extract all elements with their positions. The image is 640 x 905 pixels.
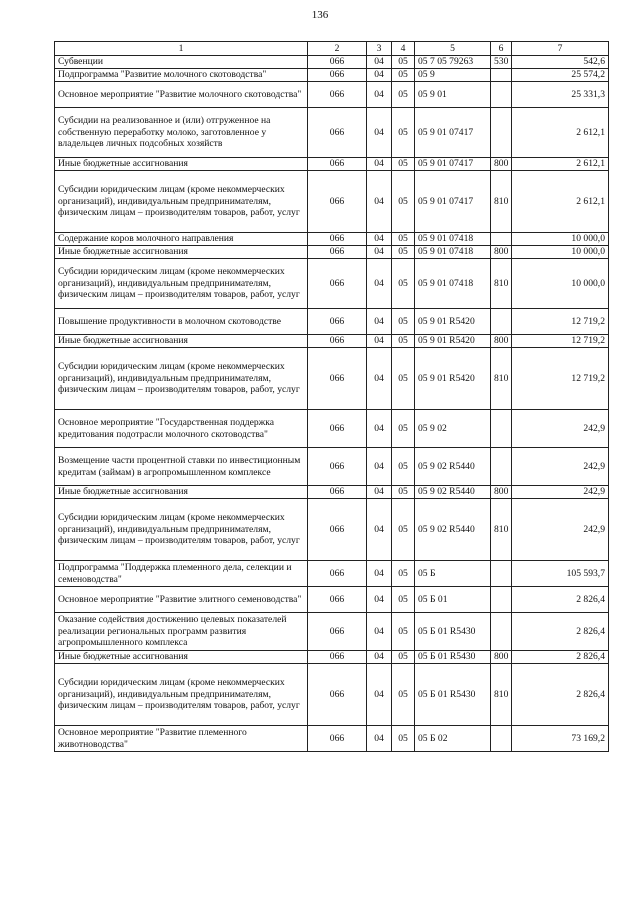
row-sum-cell: 2 612,1 [512, 171, 609, 233]
row-pr-code-cell: 05 [392, 726, 415, 752]
header-cell: 3 [367, 42, 392, 56]
row-vr-code-cell [491, 448, 512, 486]
row-gr-code-cell: 066 [308, 410, 367, 448]
page-number: 136 [311, 9, 329, 21]
row-rz-code-cell: 04 [367, 246, 392, 259]
table-row [55, 448, 609, 486]
budget-table [54, 41, 609, 752]
row-name-cell: Иные бюджетные ассигнования [55, 486, 308, 499]
row-gr-code-cell: 066 [308, 171, 367, 233]
row-gr-code-cell: 066 [308, 82, 367, 108]
row-name-cell: Основное мероприятие "Развитие элитного семеноводства" [55, 587, 308, 613]
row-sum-cell: 2 612,1 [512, 158, 609, 171]
header-cell: 1 [55, 42, 308, 56]
row-pr-code-cell: 05 [392, 613, 415, 651]
row-pr-code-cell: 05 [392, 108, 415, 158]
table-body [55, 56, 609, 752]
row-gr-code-cell: 066 [308, 613, 367, 651]
row-gr-code-cell: 066 [308, 56, 367, 69]
row-vr-code-cell [491, 108, 512, 158]
row-pr-code-cell: 05 [392, 171, 415, 233]
row-gr-code-cell: 066 [308, 309, 367, 335]
row-vr-code-cell: 800 [491, 335, 512, 348]
row-sum-cell: 2 826,4 [512, 664, 609, 726]
row-csr-code-cell: 05 9 02 [415, 410, 491, 448]
row-gr-code-cell: 066 [308, 651, 367, 664]
row-vr-code-cell [491, 82, 512, 108]
row-rz-code-cell: 04 [367, 171, 392, 233]
row-vr-code-cell: 530 [491, 56, 512, 69]
row-vr-code-cell [491, 309, 512, 335]
row-vr-code-cell [491, 726, 512, 752]
row-vr-code-cell [491, 69, 512, 82]
row-pr-code-cell: 05 [392, 233, 415, 246]
row-csr-code-cell: 05 9 01 07417 [415, 108, 491, 158]
row-vr-code-cell: 810 [491, 259, 512, 309]
row-vr-code-cell [491, 410, 512, 448]
row-rz-code-cell: 04 [367, 410, 392, 448]
row-sum-cell: 242,9 [512, 499, 609, 561]
row-pr-code-cell: 05 [392, 335, 415, 348]
row-vr-code-cell [491, 587, 512, 613]
row-sum-cell: 25 574,2 [512, 69, 609, 82]
row-gr-code-cell: 066 [308, 108, 367, 158]
row-csr-code-cell: 05 Б 01 R5430 [415, 651, 491, 664]
row-gr-code-cell: 066 [308, 233, 367, 246]
row-rz-code-cell: 04 [367, 448, 392, 486]
table-row [55, 410, 609, 448]
row-sum-cell: 2 826,4 [512, 587, 609, 613]
row-csr-code-cell: 05 Б 02 [415, 726, 491, 752]
row-csr-code-cell: 05 9 01 07418 [415, 259, 491, 309]
row-rz-code-cell: 04 [367, 82, 392, 108]
row-csr-code-cell: 05 9 01 07417 [415, 158, 491, 171]
row-pr-code-cell: 05 [392, 348, 415, 410]
header-cell: 4 [392, 42, 415, 56]
row-csr-code-cell: 05 Б 01 R5430 [415, 664, 491, 726]
row-gr-code-cell: 066 [308, 499, 367, 561]
row-name-cell: Субсидии юридическим лицам (кроме некоммерческих организаций), индивидуальным предпринимателям, физическим лицам – производителям товаров, работ, услуг [55, 348, 308, 410]
row-name-cell: Субсидии юридическим лицам (кроме некоммерческих организаций), индивидуальным предпринимателям, физическим лицам – производителям товаров, работ, услуг [55, 664, 308, 726]
row-rz-code-cell: 04 [367, 335, 392, 348]
table-row [55, 613, 609, 651]
header-cell: 5 [415, 42, 491, 56]
row-gr-code-cell: 066 [308, 348, 367, 410]
header-cell: 6 [491, 42, 512, 56]
row-rz-code-cell: 04 [367, 108, 392, 158]
row-rz-code-cell: 04 [367, 587, 392, 613]
row-name-cell: Субсидии юридическим лицам (кроме некоммерческих организаций), индивидуальным предпринимателям, физическим лицам – производителям товаров, работ, услуг [55, 259, 308, 309]
row-rz-code-cell: 04 [367, 664, 392, 726]
row-pr-code-cell: 05 [392, 664, 415, 726]
row-vr-code-cell: 810 [491, 664, 512, 726]
row-pr-code-cell: 05 [392, 259, 415, 309]
row-csr-code-cell: 05 9 02 R5440 [415, 486, 491, 499]
row-sum-cell: 10 000,0 [512, 259, 609, 309]
row-gr-code-cell: 066 [308, 448, 367, 486]
table-row [55, 309, 609, 335]
table-row [55, 233, 609, 246]
row-vr-code-cell: 810 [491, 348, 512, 410]
row-pr-code-cell: 05 [392, 69, 415, 82]
header-cell: 2 [308, 42, 367, 56]
row-sum-cell: 2 826,4 [512, 613, 609, 651]
row-name-cell: Основное мероприятие "Развитие молочного скотоводства" [55, 82, 308, 108]
row-pr-code-cell: 05 [392, 309, 415, 335]
table-row [55, 499, 609, 561]
row-name-cell: Иные бюджетные ассигнования [55, 158, 308, 171]
row-sum-cell: 73 169,2 [512, 726, 609, 752]
row-sum-cell: 2 826,4 [512, 651, 609, 664]
row-csr-code-cell: 05 9 01 R5420 [415, 309, 491, 335]
row-name-cell: Подпрограмма "Поддержка племенного дела, селекции и семеноводства" [55, 561, 308, 587]
table-row [55, 158, 609, 171]
row-rz-code-cell: 04 [367, 233, 392, 246]
row-name-cell: Субсидии юридическим лицам (кроме некоммерческих организаций), индивидуальным предпринимателям, физическим лицам – производителям товаров, работ, услуг [55, 171, 308, 233]
row-gr-code-cell: 066 [308, 335, 367, 348]
row-vr-code-cell [491, 561, 512, 587]
row-name-cell: Содержание коров молочного направления [55, 233, 308, 246]
row-name-cell: Возмещение части процентной ставки по инвестиционным кредитам (займам) в агропромышленном комплексе [55, 448, 308, 486]
row-pr-code-cell: 05 [392, 56, 415, 69]
row-csr-code-cell: 05 9 01 07417 [415, 171, 491, 233]
row-csr-code-cell: 05 9 02 R5440 [415, 448, 491, 486]
row-rz-code-cell: 04 [367, 561, 392, 587]
row-pr-code-cell: 05 [392, 651, 415, 664]
row-name-cell: Субвенции [55, 56, 308, 69]
row-rz-code-cell: 04 [367, 309, 392, 335]
row-sum-cell: 25 331,3 [512, 82, 609, 108]
row-name-cell: Основное мероприятие "Развитие племенного животноводства" [55, 726, 308, 752]
row-rz-code-cell: 04 [367, 158, 392, 171]
row-name-cell: Субсидии на реализованное и (или) отгруженное на собственную переработку молоко, заготовленное у владельцев личных подсобных хозяйств [55, 108, 308, 158]
table-row [55, 82, 609, 108]
row-sum-cell: 105 593,7 [512, 561, 609, 587]
row-pr-code-cell: 05 [392, 587, 415, 613]
row-pr-code-cell: 05 [392, 246, 415, 259]
row-vr-code-cell: 810 [491, 499, 512, 561]
row-vr-code-cell: 800 [491, 486, 512, 499]
row-vr-code-cell: 800 [491, 651, 512, 664]
row-name-cell: Субсидии юридическим лицам (кроме некоммерческих организаций), индивидуальным предпринимателям, физическим лицам – производителям товаров, работ, услуг [55, 499, 308, 561]
table-header-row [55, 42, 609, 56]
row-sum-cell: 10 000,0 [512, 246, 609, 259]
row-csr-code-cell: 05 9 [415, 69, 491, 82]
row-rz-code-cell: 04 [367, 726, 392, 752]
row-csr-code-cell: 05 9 01 R5420 [415, 348, 491, 410]
row-pr-code-cell: 05 [392, 82, 415, 108]
row-sum-cell: 242,9 [512, 410, 609, 448]
row-gr-code-cell: 066 [308, 486, 367, 499]
row-pr-code-cell: 05 [392, 448, 415, 486]
row-rz-code-cell: 04 [367, 56, 392, 69]
row-sum-cell: 242,9 [512, 448, 609, 486]
row-sum-cell: 10 000,0 [512, 233, 609, 246]
row-csr-code-cell: 05 9 02 R5440 [415, 499, 491, 561]
row-csr-code-cell: 05 Б 01 [415, 587, 491, 613]
row-csr-code-cell: 05 Б [415, 561, 491, 587]
table-row [55, 259, 609, 309]
table-row [55, 108, 609, 158]
row-vr-code-cell: 800 [491, 246, 512, 259]
row-rz-code-cell: 04 [367, 651, 392, 664]
row-pr-code-cell: 05 [392, 158, 415, 171]
row-pr-code-cell: 05 [392, 486, 415, 499]
row-sum-cell: 12 719,2 [512, 348, 609, 410]
row-vr-code-cell: 810 [491, 171, 512, 233]
row-name-cell: Подпрограмма "Развитие молочного скотоводства" [55, 69, 308, 82]
row-gr-code-cell: 066 [308, 246, 367, 259]
row-name-cell: Повышение продуктивности в молочном скотоводстве [55, 309, 308, 335]
row-csr-code-cell: 05 9 01 07418 [415, 246, 491, 259]
row-name-cell: Иные бюджетные ассигнования [55, 246, 308, 259]
row-vr-code-cell: 800 [491, 158, 512, 171]
row-rz-code-cell: 04 [367, 259, 392, 309]
row-sum-cell: 12 719,2 [512, 309, 609, 335]
table-row [55, 335, 609, 348]
row-vr-code-cell [491, 613, 512, 651]
row-sum-cell: 242,9 [512, 486, 609, 499]
row-sum-cell: 12 719,2 [512, 335, 609, 348]
table-row [55, 246, 609, 259]
table-row [55, 486, 609, 499]
row-gr-code-cell: 066 [308, 259, 367, 309]
row-name-cell: Основное мероприятие "Государственная поддержка кредитования подотрасли молочного скотоводства" [55, 410, 308, 448]
row-rz-code-cell: 04 [367, 613, 392, 651]
header-cell: 7 [512, 42, 609, 56]
row-name-cell: Оказание содействия достижению целевых показателей реализации региональных программ развития агропромышленного комплекса [55, 613, 308, 651]
row-rz-code-cell: 04 [367, 348, 392, 410]
row-rz-code-cell: 04 [367, 69, 392, 82]
row-csr-code-cell: 05 9 01 07418 [415, 233, 491, 246]
row-gr-code-cell: 066 [308, 69, 367, 82]
row-gr-code-cell: 066 [308, 664, 367, 726]
row-gr-code-cell: 066 [308, 726, 367, 752]
row-pr-code-cell: 05 [392, 410, 415, 448]
row-csr-code-cell: 05 7 05 79263 [415, 56, 491, 69]
row-csr-code-cell: 05 Б 01 R5430 [415, 613, 491, 651]
table-row [55, 651, 609, 664]
table-row [55, 664, 609, 726]
table-row [55, 561, 609, 587]
row-sum-cell: 542,6 [512, 56, 609, 69]
row-csr-code-cell: 05 9 01 R5420 [415, 335, 491, 348]
row-vr-code-cell [491, 233, 512, 246]
row-gr-code-cell: 066 [308, 158, 367, 171]
table-row [55, 56, 609, 69]
row-rz-code-cell: 04 [367, 499, 392, 561]
table-row [55, 171, 609, 233]
row-name-cell: Иные бюджетные ассигнования [55, 335, 308, 348]
row-pr-code-cell: 05 [392, 499, 415, 561]
table-row [55, 348, 609, 410]
row-gr-code-cell: 066 [308, 561, 367, 587]
row-rz-code-cell: 04 [367, 486, 392, 499]
table-row [55, 587, 609, 613]
row-pr-code-cell: 05 [392, 561, 415, 587]
row-csr-code-cell: 05 9 01 [415, 82, 491, 108]
table-row [55, 726, 609, 752]
row-sum-cell: 2 612,1 [512, 108, 609, 158]
row-name-cell: Иные бюджетные ассигнования [55, 651, 308, 664]
row-gr-code-cell: 066 [308, 587, 367, 613]
table-row [55, 69, 609, 82]
